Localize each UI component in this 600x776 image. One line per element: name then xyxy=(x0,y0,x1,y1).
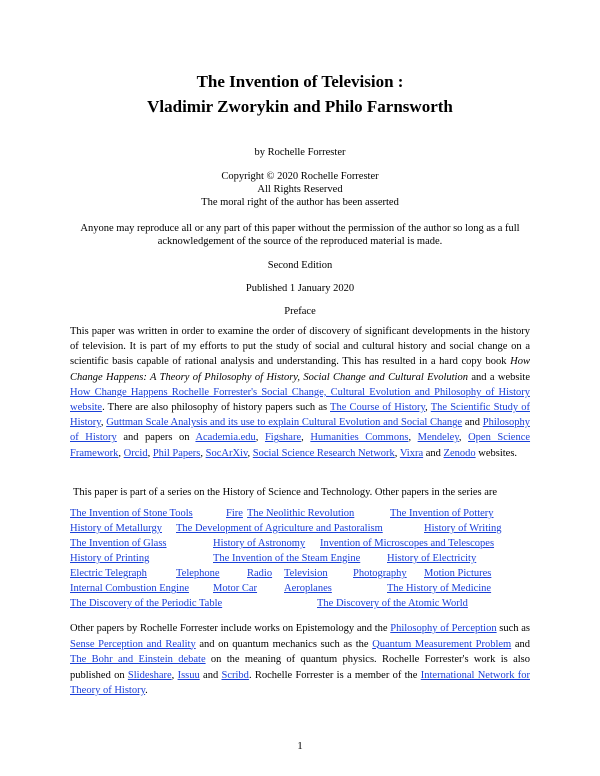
course-of-history-link[interactable]: The Course of History xyxy=(330,402,426,414)
series-row-7 xyxy=(70,597,530,611)
series-link[interactable]: The Invention of Stone Tools xyxy=(70,508,193,519)
series-row-6 xyxy=(70,582,530,596)
series-row-4 xyxy=(70,552,530,566)
series-link[interactable]: The Development of Agriculture and Pastoralism xyxy=(176,523,383,534)
book-title: How Change Happens: A Theory of Philosophy of History, Social Change and Cultural Evolution xyxy=(70,356,530,383)
title-line-2: Vladimir Zworykin and Philo Farnsworth xyxy=(147,97,453,116)
bohr-einstein-link[interactable]: The Bohr and Einstein debate xyxy=(70,654,206,665)
series-link[interactable]: Aeroplanes xyxy=(284,583,332,594)
series-link[interactable]: History of Astronomy xyxy=(213,538,306,549)
philosophy-of-perception-link[interactable]: Philosophy of Perception xyxy=(390,623,497,634)
series-link[interactable]: Motion Pictures xyxy=(424,568,492,579)
series-link[interactable]: Photography xyxy=(353,568,407,579)
preface-paragraph: This paper was written in order to examine the order of discovery of significant developments in the history of television. It is part of my efforts to put the study of social and cultural history and social change on a scientific basis capable of rational analysis and understanding. This has resulted in a hard copy book How Change Happens: A Theory of Philosophy of History, Social Change and Cultural Evolution and a website How Change Happens Rochelle Forrester's Social Change, Cultural Evolution and Philosophy of History website. There are also philosophy of history papers such as The Course of History, The Scientific Study of History, Guttman Scale Analysis and its use to explain Cultural Evolution and Social Change and Philosophy of History and papers on Academia.edu, Figshare, Humanities Commons, Mendeley, Open Science Framework, Orcid, Phil Papers, SocArXiv, Social Science Research Network, Vixra and Zenodo websites. xyxy=(70,326,531,459)
series-row-3 xyxy=(70,537,530,551)
phil-papers-link[interactable]: Phil Papers xyxy=(152,447,201,459)
academia-link[interactable]: Academia.edu xyxy=(195,432,256,444)
permission-line-2: acknowledgement of the source of the reproduced material is made. xyxy=(157,236,443,247)
series-row-5 xyxy=(70,567,530,581)
vixra-link[interactable]: Vixra xyxy=(399,447,424,459)
series-link[interactable]: History of Electricity xyxy=(387,553,477,564)
series-link[interactable]: The Invention of Glass xyxy=(70,538,167,549)
copyright-line: Copyright © 2020 Rochelle Forrester xyxy=(221,171,379,182)
series-link[interactable]: The Invention of Pottery xyxy=(390,508,494,519)
zenodo-link[interactable]: Zenodo xyxy=(443,447,476,459)
preface-heading: Preface xyxy=(284,306,316,317)
website-link[interactable]: How Change Happens Rochelle Forrester's Social Change, Cultural Evolution and Philosophy of History website xyxy=(70,386,530,414)
series-link[interactable]: The Discovery of the Periodic Table xyxy=(70,598,223,609)
slideshare-link[interactable]: Slideshare xyxy=(127,669,172,681)
series-link[interactable]: The Neolithic Revolution xyxy=(247,508,355,519)
mendeley-link[interactable]: Mendeley xyxy=(417,432,459,444)
permission-line-1: Anyone may reproduce all or any part of this paper without the permission of the author so long as a full xyxy=(80,223,520,234)
osf-link[interactable]: Open Science Framework xyxy=(70,432,531,459)
other-papers-paragraph: Other papers by Rochelle Forrester include works on Epistemology and the Philosophy of Perception such as Sense Perception and Reality and on quantum mechanics such as the Quantum Measurement Problem and The Bohr and Einstein debate on the meaning of quantum physics. Rochelle Forrester's work is also published on Slideshare, Issuu and Scribd. Rochelle Forrester is a member of the International Network for Theory of History. xyxy=(70,623,531,696)
sense-perception-link[interactable]: Sense Perception and Reality xyxy=(70,638,196,650)
series-link[interactable]: History of Metallurgy xyxy=(70,523,162,534)
title-line-1: The Invention of Television : xyxy=(196,72,404,91)
rights-line: All Rights Reserved xyxy=(257,184,343,195)
humanities-commons-link[interactable]: Humanities Commons xyxy=(310,432,409,444)
series-link[interactable]: Motor Car xyxy=(213,583,258,594)
network-theory-history-link[interactable]: International Network for Theory of History xyxy=(70,669,530,696)
series-link[interactable]: The History of Medicine xyxy=(387,583,492,594)
series-link[interactable]: The Discovery of the Atomic World xyxy=(317,598,468,609)
series-link[interactable]: Fire xyxy=(226,508,243,519)
scientific-study-link[interactable]: The Scientific Study of History xyxy=(70,402,530,429)
series-link[interactable]: History of Printing xyxy=(70,553,150,564)
published-line: Published 1 January 2020 xyxy=(245,283,355,294)
moral-right-line: The moral right of the author has been asserted xyxy=(201,197,399,208)
orcid-link[interactable]: Orcid xyxy=(123,447,148,459)
series-row-2 xyxy=(70,522,530,536)
ssrn-link[interactable]: Social Science Research Network xyxy=(252,447,395,459)
author-line: by Rochelle Forrester xyxy=(254,147,346,158)
edition-line: Second Edition xyxy=(267,260,333,271)
series-link[interactable]: Telephone xyxy=(176,568,220,579)
series-link[interactable]: History of Writing xyxy=(424,523,502,534)
page-number: 1 xyxy=(297,740,303,752)
series-row-1 xyxy=(70,507,530,521)
series-intro: This paper is part of a series on the History of Science and Technology. Other papers in the series are xyxy=(73,487,498,498)
issuu-link[interactable]: Issuu xyxy=(177,669,200,681)
series-link[interactable]: The Invention of the Steam Engine xyxy=(213,553,361,564)
series-link[interactable]: Radio xyxy=(247,568,273,579)
socarxiv-link[interactable]: SocArXiv xyxy=(205,447,248,459)
scribd-link[interactable]: Scribd xyxy=(221,669,249,681)
quantum-measurement-link[interactable]: Quantum Measurement Problem xyxy=(372,638,512,650)
series-link[interactable]: Television xyxy=(284,568,328,579)
philosophy-of-history-link[interactable]: Philosophy of History xyxy=(70,417,530,444)
series-link[interactable]: Internal Combustion Engine xyxy=(70,583,189,594)
guttman-link[interactable]: Guttman Scale Analysis and its use to explain Cultural Evolution and Social Change xyxy=(106,417,463,429)
series-link[interactable]: Invention of Microscopes and Telescopes xyxy=(320,538,495,549)
series-link[interactable]: Electric Telegraph xyxy=(70,568,147,579)
figshare-link[interactable]: Figshare xyxy=(264,432,302,444)
